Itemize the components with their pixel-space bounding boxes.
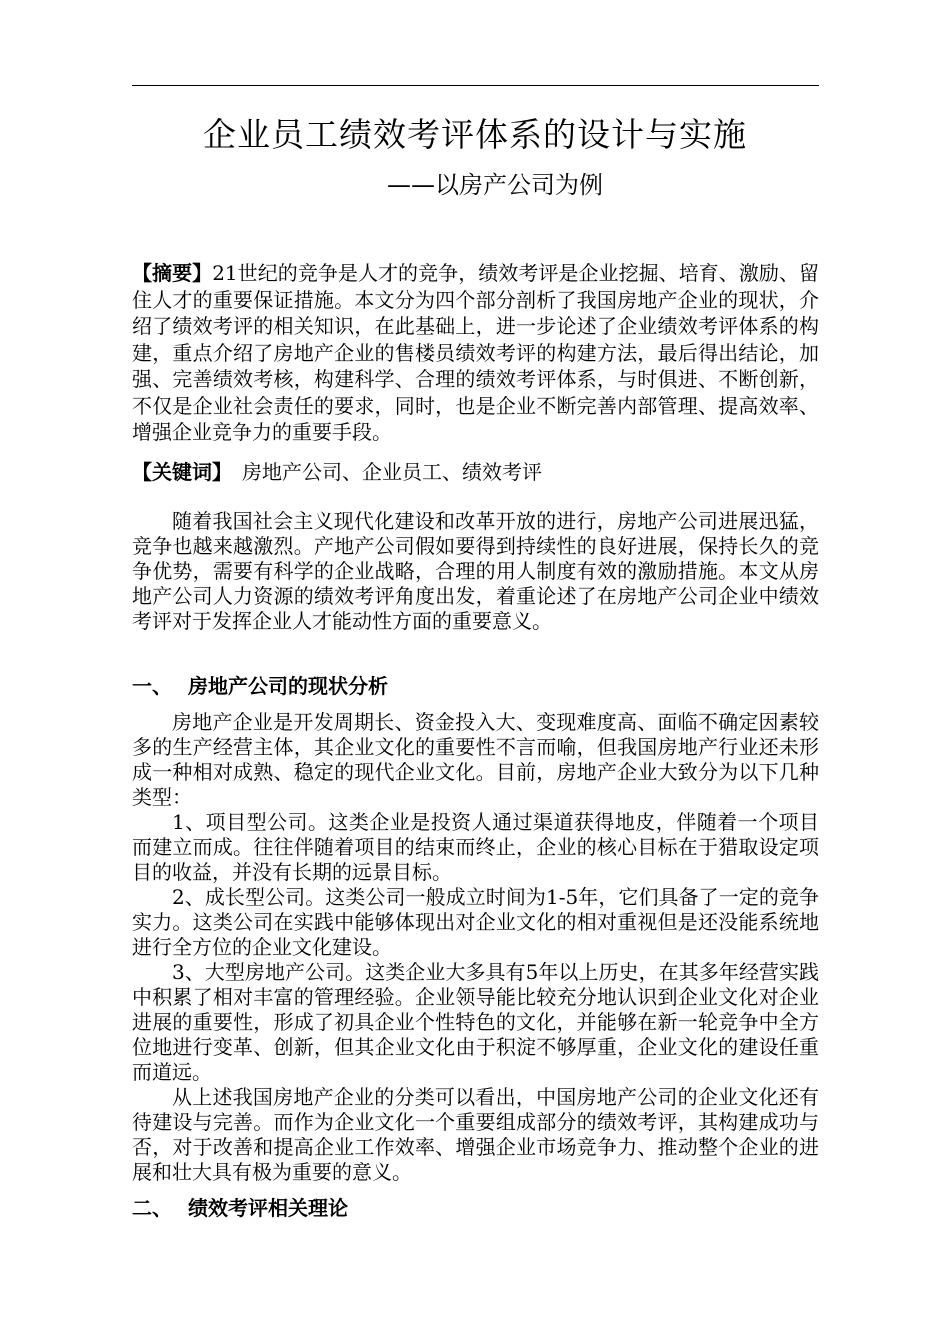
document-title: 企业员工绩效考评体系的设计与实施 (203, 115, 747, 154)
section-1-paragraph-4: 3、大型房地产公司。这类企业大多具有5年以上历史，在其多年经营实践中积累了相对丰富的管理经验。企业领导能比较充分地认识到企业文化对企业进展的重要性，形成了初具企业个性特色的文化，并能够在新一轮竞争中全方位地进行变革、创新，但其企业文化由于积淀不够厚重，企业文化的建设任重而道远。 (132, 960, 819, 1084)
section-2-heading (132, 1195, 819, 1221)
abstract-text: 21世纪的竞争是人才的竞争，绩效考评是企业挖掘、培育、激励、留住人才的重要保证措施。本文分为四个部分剖析了我国房地产企业的现状，介绍了绩效考评的相关知识，在此基础上，进一步论述了企业绩效考评体系的构建，重点介绍了房地产企业的售楼员绩效考评的构建方法，最后得出结论，加强、完善绩效考核，构建科学、合理的绩效考评体系，与时俱进、不断创新，不仅是企业社会责任的要求，同时，也是企业不断完善内部管理、提高效率、增强企业竞争力的重要手段。 (132, 261, 819, 444)
section-1-paragraph-5: 从上述我国房地产企业的分类可以看出，中国房地产公司的企业文化还有待建设与完善。而作为企业文化一个重要组成部分的绩效考评，其构建成功与否，对于改善和提高企业工作效率、增强企业市场竞争力、推动整个企业的进展和壮大具有极为重要的意义。 (132, 1085, 819, 1184)
abstract (132, 260, 819, 446)
section-1-title: 房地产公司的现状分析 (188, 674, 388, 698)
section-2-title: 绩效考评相关理论 (188, 1196, 348, 1220)
section-1-heading (132, 673, 819, 699)
section-1-number: 一、 (132, 674, 172, 698)
intro-paragraph: 随着我国社会主义现代化建设和改革开放的进行，房地产公司进展迅猛，竞争也越来越激烈。产地产公司假如要得到持续性的良好进展，保持长久的竞争优势，需要有科学的企业战略，合理的用人制度有效的激励措施。本文从房地产公司人力资源的绩效考评角度出发，着重论述了在房地产公司企业中绩效考评对于发挥企业人才能动性方面的重要意义。 (132, 509, 819, 633)
keywords-text: 房地产公司、企业员工、绩效考评 (242, 460, 542, 484)
abstract-label: 【摘要】 (132, 261, 213, 285)
document-subtitle: ——以房产公司为例 (387, 171, 603, 199)
keywords-label: 【关键词】 (132, 460, 232, 484)
section-1-paragraph-1: 房地产企业是开发周期长、资金投入大、变现难度高、面临不确定因素较多的生产经营主体，其企业文化的重要性不言而喻，但我国房地产行业还未形成一种相对成熟、稳定的现代企业文化。目前，房地产企业大致分为以下几种类型： (132, 710, 819, 809)
section-1-paragraph-2: 1、项目型公司。这类企业是投资人通过渠道获得地皮，伴随着一个项目而建立而成。往往伴随着项目的结束而终止，企业的核心目标在于猎取设定项目的收益，并没有长期的远景目标。 (132, 810, 819, 884)
section-1-paragraph-3: 2、成长型公司。这类公司一般成立时间为1-5年，它们具备了一定的竞争实力。这类公司在实践中能够体现出对企业文化的相对重视但是还没能系统地进行全方位的企业文化建设。 (132, 885, 819, 959)
section-2-number: 二、 (132, 1196, 172, 1220)
keywords (132, 459, 819, 485)
header-rule (132, 85, 819, 86)
